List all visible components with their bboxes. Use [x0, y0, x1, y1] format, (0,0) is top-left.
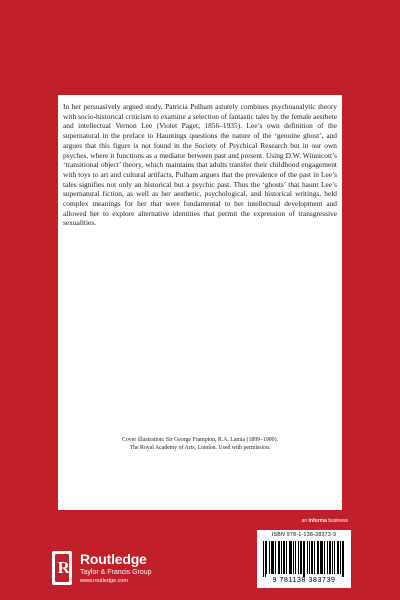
barcode-bar [318, 541, 319, 574]
isbn-label: ISBN 978-1-138-38373-9 [271, 532, 337, 538]
barcode-bar [290, 541, 291, 574]
barcode-bar [266, 541, 267, 574]
barcode-bar [291, 541, 292, 574]
barcode-bar [295, 541, 296, 574]
barcode-bars [263, 541, 345, 577]
barcode-bar [272, 541, 273, 574]
barcode-bar [278, 541, 279, 574]
barcode-bar [303, 541, 304, 577]
barcode-bar [279, 541, 280, 574]
barcode-bar [320, 541, 321, 574]
cover-credit [58, 436, 342, 452]
barcode-bar [338, 541, 339, 574]
barcode-bar [283, 541, 284, 574]
svg-text:R: R [57, 558, 70, 577]
barcode-bar [321, 541, 322, 574]
barcode-bar [311, 541, 312, 574]
informa-brand: informa [308, 518, 327, 524]
barcode-bar [275, 541, 276, 574]
publisher-url: www.routledge.com [80, 578, 128, 584]
publisher-group: Taylor & Francis Group [80, 569, 152, 576]
barcode-bar [330, 541, 331, 574]
barcode-bar [343, 541, 344, 577]
barcode-bar [273, 541, 274, 574]
barcode-bar [300, 541, 301, 574]
book-description: In her persuasively argued study, Patricia Pulham astutely combines psychoanalytic theory with socio-historical criticism to examine a selection of fantastic tales by the female aesthete and intellectual Vernon Lee (Violet Paget, 1856–1935). Lee’s own definition of the supernatural in the preface to Hauntings questions the nature of the ‘genuine ghost’, and argues that this figure is not found in the Society of Psychical Research but in our own psyches, where it functions as a mediator between past and present. Using D.W. Winnicott’s ‘transitional object’ theory, which maintains that adults transfer their childhood engagement with toys to art and cultural artifacts, Pulham argues that the prevalence of the past in Lee’s tales signifies not only an historical but a psychic past. Thus the ‘ghosts’ that haunt Lee’s supernatural fiction, as well as her aesthetic, psychological, and historical writings, held complex meanings for her that were fundamental to her intellectual development and allowed her to explore alternative identities that permit the expression of transgressive sexualities. [63, 102, 337, 228]
barcode-bar [269, 541, 270, 574]
barcode-bar [322, 541, 323, 574]
blurb-panel [58, 95, 342, 510]
barcode-digits: 9 781138 383739 [272, 577, 336, 584]
barcode-bar [284, 541, 285, 574]
barcode-bar [314, 541, 315, 574]
barcode-bar [332, 541, 333, 574]
informa-prefix: an [301, 518, 309, 524]
informa-suffix: business [326, 518, 348, 524]
barcode-bar [301, 541, 302, 574]
barcode-bar [281, 541, 282, 574]
barcode-bar [289, 541, 290, 574]
publisher-block [80, 551, 152, 585]
barcode-bar [298, 541, 299, 574]
barcode-bar [324, 541, 325, 574]
informa-business-label [302, 518, 348, 524]
publisher-name: Routledge [80, 551, 147, 567]
barcode-bar [340, 541, 341, 574]
cover-credit-line-2: The Royal Academy of Arts, London. Used with permission. [129, 445, 271, 451]
barcode-bar [309, 541, 310, 574]
barcode-box [257, 530, 351, 588]
barcode-bar [329, 541, 330, 574]
barcode-bar [304, 541, 305, 577]
barcode-bar [286, 541, 287, 574]
barcode-bar [317, 541, 318, 574]
barcode-bar [271, 541, 272, 574]
barcode-bar [327, 541, 328, 574]
barcode-bar [265, 541, 266, 577]
barcode-bar [337, 541, 338, 574]
barcode-bar [293, 541, 294, 574]
barcode-bar [307, 541, 308, 574]
barcode-bar [334, 541, 335, 574]
barcode-bar [312, 541, 313, 574]
barcode-bar [263, 541, 264, 577]
barcode-bar [342, 541, 343, 577]
cover-credit-line-1: Cover illustration: Sir George Frampton, R.A. Lamia (1899–1900). [122, 437, 278, 443]
